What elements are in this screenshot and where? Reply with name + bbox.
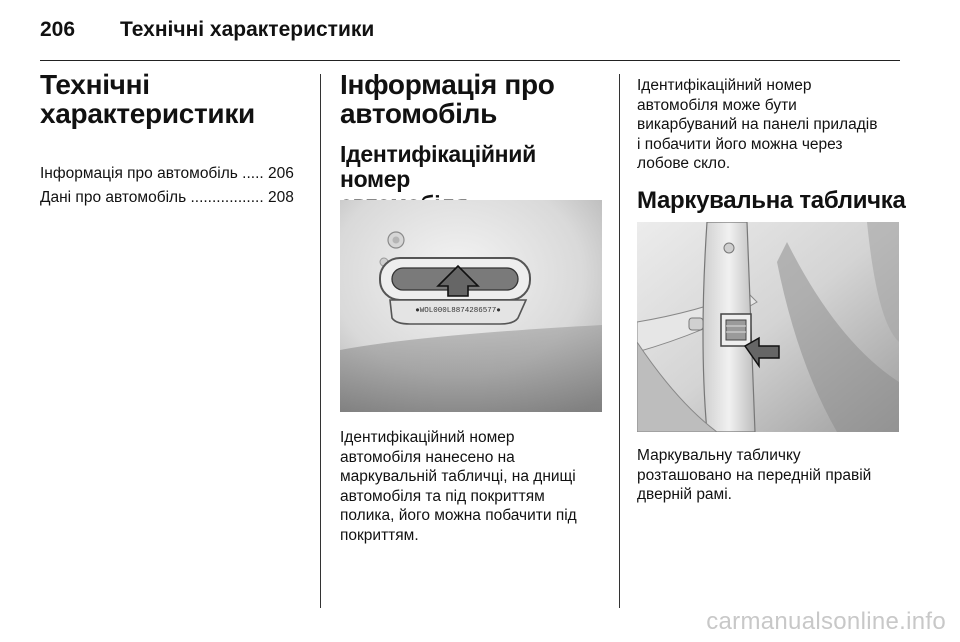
paragraph-line: лобове скло. bbox=[637, 155, 731, 172]
section-title-plate: Маркувальна табличка bbox=[637, 187, 906, 214]
toc-entry[interactable]: Дані про автомобіль ................. 208 bbox=[40, 189, 294, 206]
paragraph-line: Маркувальну табличку bbox=[637, 447, 801, 464]
vin-number-text: ●WOL000L8874286577● bbox=[415, 307, 501, 315]
watermark: carmanualsonline.info bbox=[706, 608, 946, 635]
section-title-line: автомобіль bbox=[340, 98, 498, 129]
paragraph-line: і побачити його можна через bbox=[637, 135, 843, 153]
paragraph-line: викарбуваний на панелі приладів bbox=[637, 116, 878, 133]
left-column bbox=[40, 70, 310, 210]
vin-plate-illustration bbox=[340, 200, 602, 412]
paragraph-line: Ідентифікаційний номер bbox=[637, 77, 812, 94]
subsection-title-line: Ідентифікаційний номер bbox=[340, 141, 536, 192]
running-title: Технічні характеристики bbox=[120, 18, 375, 41]
toc-entry[interactable]: Інформація про автомобіль ..... 206 bbox=[40, 165, 294, 182]
door-frame-plate-illustration bbox=[637, 222, 899, 432]
page-header bbox=[40, 14, 900, 61]
paragraph-line: дверній рамі. bbox=[637, 486, 732, 503]
paragraph-line: автомобіля та під покриттям bbox=[340, 487, 545, 505]
paragraph-line: Ідентифікаційний номер bbox=[340, 429, 515, 446]
column-divider-right bbox=[619, 74, 620, 608]
chapter-title-line: Технічні bbox=[40, 69, 150, 100]
paragraph-line: розташовано на передній правій bbox=[637, 466, 872, 484]
vin-description bbox=[340, 428, 610, 545]
paragraph-line: покриттям. bbox=[340, 526, 419, 544]
column-divider-left bbox=[320, 74, 321, 608]
paragraph-line: маркувальній табличці, на днищі bbox=[340, 468, 576, 485]
paragraph-line: автомобіля може бути bbox=[637, 96, 797, 114]
section-title-line: Інформація про bbox=[340, 69, 555, 100]
paragraph-line: автомобіля нанесено на bbox=[340, 448, 515, 466]
right-column-intro bbox=[637, 76, 907, 174]
table-of-contents bbox=[40, 162, 310, 210]
section-title bbox=[340, 70, 610, 128]
paragraph-line: полика, його можна побачити під bbox=[340, 507, 577, 524]
chapter-title-line: характеристики bbox=[40, 98, 255, 129]
middle-column bbox=[340, 70, 610, 217]
chapter-title bbox=[40, 70, 310, 128]
plate-description bbox=[637, 446, 907, 505]
page-number: 206 bbox=[40, 18, 76, 41]
